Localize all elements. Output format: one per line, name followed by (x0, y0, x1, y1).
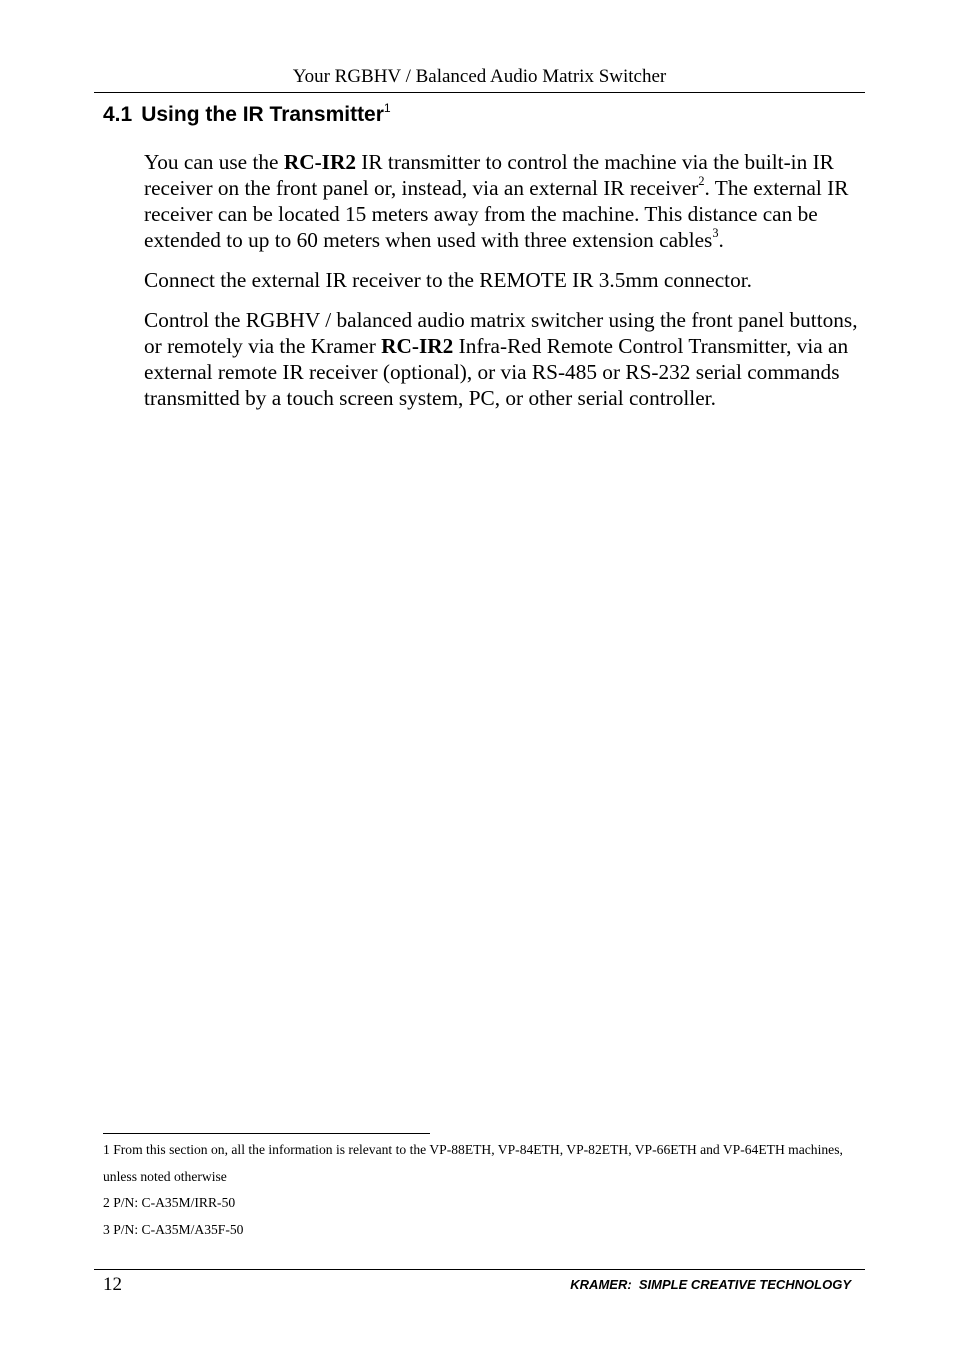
footnote-3: 3 P/N: C-A35M/A35F-50 (103, 1221, 244, 1237)
footer-divider (94, 1269, 865, 1270)
footnote-divider (103, 1133, 430, 1134)
paragraph-text: Control the RGBHV / balanced audio matrix switcher using the front panel buttons, or remotely via the Kramer (144, 308, 858, 358)
section-number: 4.1 (103, 103, 133, 126)
section-title: Using the IR Transmitter (141, 103, 384, 126)
footnote-ref-3: 3 (712, 226, 719, 241)
page-number: 12 (103, 1274, 122, 1295)
paragraph-text: . (718, 228, 724, 252)
footnote-1: 1 From this section on, all the information is relevant to the VP-88ETH, VP-84ETH, VP-82ETH, VP-66ETH and VP-64ETH machines, unless noted otherwise (103, 1142, 843, 1184)
section-body (144, 149, 860, 425)
paragraph-connect-receiver: Connect the external IR receiver to the REMOTE IR 3.5mm connector. (144, 268, 752, 292)
header-divider (94, 92, 865, 93)
footnotes (103, 1137, 863, 1243)
paragraph-text: IR transmitter to control the machine via the built-in IR receiver on the front panel or, instead, via an external IR receiver (144, 150, 834, 200)
footnote-ref-1: 1 (383, 100, 391, 115)
footnote-ref-2: 2 (698, 174, 705, 189)
footnote-2: 2 P/N: C-A35M/IRR-50 (103, 1195, 236, 1210)
running-header: Your RGBHV / Balanced Audio Matrix Switcher (292, 66, 667, 87)
product-name-rc-ir2: RC-IR2 (283, 150, 356, 174)
paragraph-text: You can use the (144, 150, 284, 174)
paragraph-text: . The external IR receiver can be located 15 meters away from the machine. This distance can be extended to up to 60 meters when used with three extension cables (144, 176, 849, 252)
paragraph-control-options (144, 307, 860, 411)
paragraph-text: Infra-Red Remote Control Transmitter, via an external remote IR receiver (optional), or via RS-485 or RS-232 serial commands transmitted by a touch screen system, PC, or other serial controller. (144, 334, 849, 410)
section-heading (103, 100, 391, 130)
product-name-rc-ir2: RC-IR2 (381, 334, 454, 358)
paragraph-ir-transmitter (144, 149, 860, 253)
footer-brand: KRAMER: SIMPLE CREATIVE TECHNOLOGY (570, 1277, 851, 1292)
